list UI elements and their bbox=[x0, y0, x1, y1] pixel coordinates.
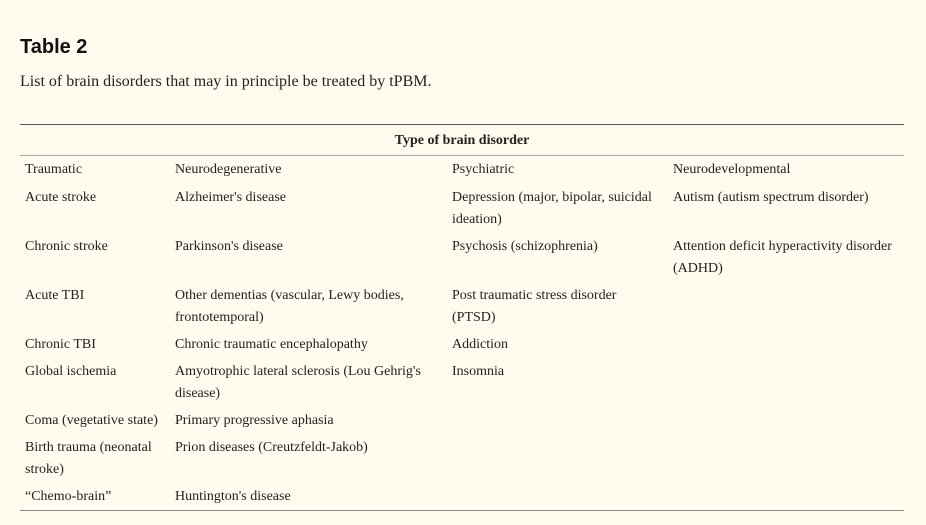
table-cell bbox=[668, 282, 904, 331]
group-header-row bbox=[20, 125, 904, 156]
table-cell: Acute stroke bbox=[25, 190, 97, 205]
table-cell bbox=[668, 331, 904, 358]
table-row bbox=[20, 358, 904, 407]
table-cell: Primary progressive aphasia bbox=[175, 413, 334, 428]
table-cell: Insomnia bbox=[452, 364, 505, 379]
table-cell: Chronic TBI bbox=[25, 337, 96, 352]
table-cell: Acute TBI bbox=[25, 288, 85, 303]
table-cell: Chronic stroke bbox=[25, 239, 108, 254]
table-cell bbox=[668, 407, 904, 434]
table-row bbox=[20, 407, 904, 434]
table-cell: Autism (autism spectrum disorder) bbox=[673, 190, 869, 205]
table-cell bbox=[447, 434, 668, 483]
table-cell: Post traumatic stress disorder (PTSD) bbox=[452, 288, 617, 325]
table-cell: Birth trauma (neonatal stroke) bbox=[25, 440, 152, 477]
table-cell bbox=[668, 358, 904, 407]
column-header-psychiatric: Psychiatric bbox=[452, 162, 515, 177]
column-header-neurodevelopmental: Neurodevelopmental bbox=[673, 162, 791, 177]
column-header-traumatic: Traumatic bbox=[25, 162, 83, 177]
table-cell: Chronic traumatic encephalopathy bbox=[175, 337, 368, 352]
table-cell: Alzheimer's disease bbox=[175, 190, 286, 205]
table-row bbox=[20, 434, 904, 483]
table-cell: “Chemo-brain” bbox=[20, 483, 170, 511]
table-row bbox=[20, 282, 904, 331]
table-cell bbox=[447, 483, 668, 511]
table-cell bbox=[447, 407, 668, 434]
column-header-neurodegenerative: Neurodegenerative bbox=[175, 162, 282, 177]
table-cell: Global ischemia bbox=[25, 364, 117, 379]
table-cell: Attention deficit hyperactivity disorder (ADHD) bbox=[673, 239, 892, 276]
brain-disorders-table bbox=[20, 124, 904, 511]
table-title: Table 2 bbox=[20, 36, 88, 58]
table-cell: Other dementias (vascular, Lewy bodies, frontotemporal) bbox=[175, 288, 404, 325]
table-cell: Prion diseases (Creutzfeldt-Jakob) bbox=[175, 440, 368, 455]
table-cell: Huntington's disease bbox=[170, 483, 447, 511]
table-cell: Amyotrophic lateral sclerosis (Lou Gehrig's disease) bbox=[175, 364, 421, 401]
table-cell: Parkinson's disease bbox=[175, 239, 283, 254]
table-cell bbox=[668, 434, 904, 483]
table-row bbox=[20, 184, 904, 233]
table-row bbox=[20, 233, 904, 282]
table-cell bbox=[668, 483, 904, 511]
group-header: Type of brain disorder bbox=[20, 125, 904, 156]
table-cell: Coma (vegetative state) bbox=[25, 413, 158, 428]
column-header-row bbox=[20, 156, 904, 185]
table-cell: Psychosis (schizophrenia) bbox=[452, 239, 598, 254]
table-body bbox=[20, 184, 904, 511]
table-cell: Addiction bbox=[452, 337, 508, 352]
table-row bbox=[20, 331, 904, 358]
table-cell: Depression (major, bipolar, suicidal ideation) bbox=[452, 190, 652, 227]
table-row bbox=[20, 483, 904, 511]
table-caption: List of brain disorders that may in principle be treated by tPBM. bbox=[20, 73, 432, 90]
